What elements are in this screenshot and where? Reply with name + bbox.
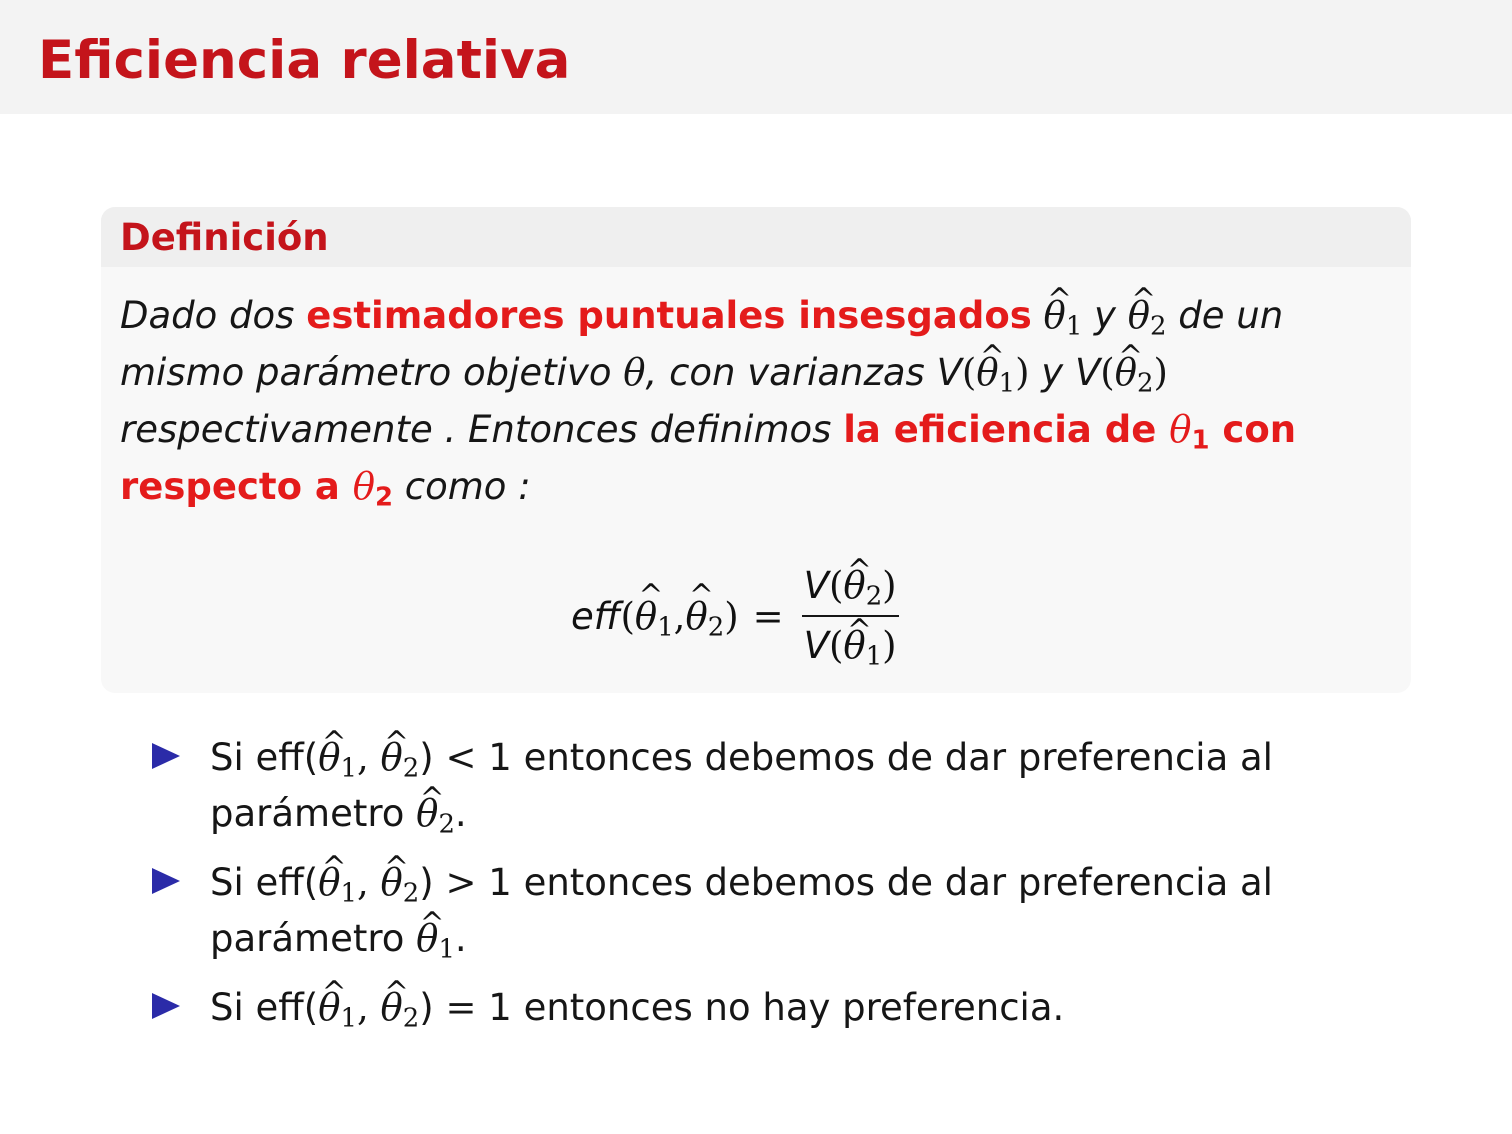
- definition-line-1: Dado dos estimadores puntuales insesgados ^ $\theta_1$ y ^ $\theta_2$ de un: [120, 287, 1392, 344]
- highlight-efficiency: la eficiencia de $\theta_1$ con: [843, 408, 1297, 456]
- variance-ratio: [802, 559, 899, 673]
- slide-title: Eficiencia relativa: [38, 30, 571, 91]
- list-item: Si eff(^ $\theta_1$, ^ $\theta_2) < 1$ entonces debemos de dar preferencia al parámetro ^ $\theta_2$.: [152, 730, 1352, 842]
- definition-line-2: mismo parámetro objetivo θ, con varianzas V(^ $\theta_1$) y V(^ $\theta_2$): [120, 344, 1392, 401]
- definition-line-3: respectivamente . Entonces definimos la eficiencia de $\theta_1$ con: [120, 408, 1297, 456]
- ratio-denominator: V(^ $\theta_1$): [804, 617, 897, 673]
- bullet-triangle-icon: [152, 743, 180, 769]
- highlight-respect: respecto a $\theta_2$: [120, 465, 394, 513]
- definition-text: [120, 287, 1392, 515]
- bullet-triangle-icon: [152, 868, 180, 894]
- definition-block: [101, 207, 1411, 693]
- list-item: Si eff(^ $\theta_1$, ^ $\theta_2) > 1$ entonces debemos de dar preferencia al parámetro ^ $\theta_1$.: [152, 855, 1352, 967]
- definition-line-4: respecto a $\theta_2$ como :: [120, 465, 531, 513]
- ratio-numerator: V(^ $\theta_2$): [802, 559, 899, 617]
- highlight-estimators: estimadores puntuales insesgados: [306, 294, 1032, 337]
- definition-title: Definición: [120, 216, 329, 259]
- slide-title-bar: [0, 0, 1512, 114]
- bullet-triangle-icon: [152, 993, 180, 1019]
- rule-list: [152, 730, 1352, 1049]
- definition-header: [101, 207, 1411, 267]
- list-item: Si eff(^ $\theta_1$, ^ $\theta_2) = 1$ entonces no hay preferencia.: [152, 980, 1352, 1036]
- efficiency-formula: eff ( ^ $\theta_1$ , ^ $\theta_2$ ) = $\frac{V(\^{} \theta_2)}{V(\^{} \theta_1)}$: [571, 559, 899, 673]
